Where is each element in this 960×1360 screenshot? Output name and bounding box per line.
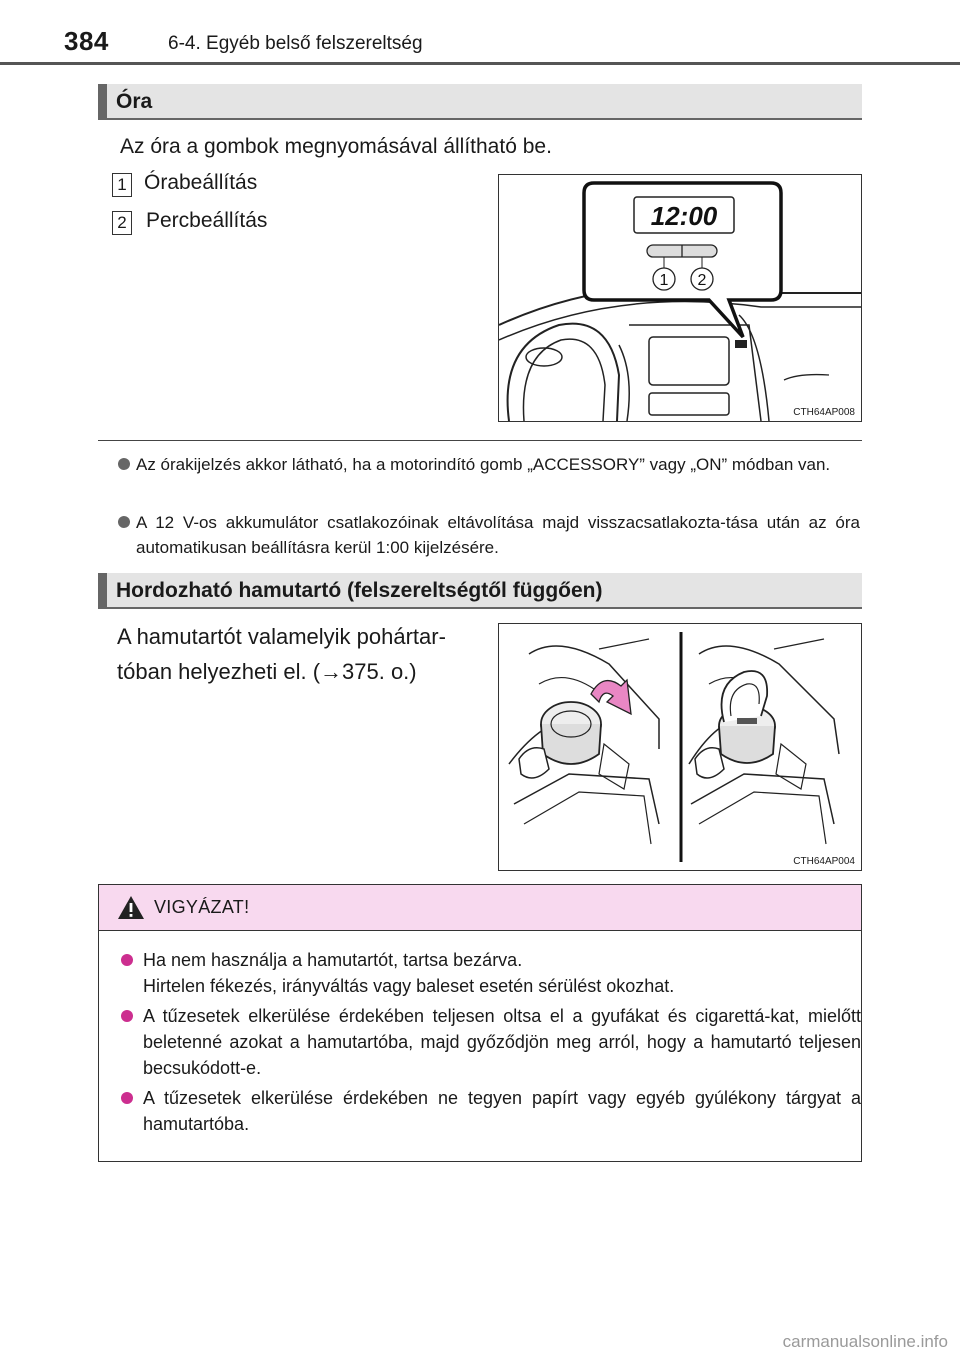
ashtray-closed <box>509 639 659 844</box>
caution-item-2: A tűzesetek elkerülése érdekében teljesen oltsa el a gyufákat és cigarettá-kat, mielőtt beletenné azokat a hamutartóba, majd győződjön meg arról, hogy a hamutartó teljesen becsukódott-e. <box>121 1003 861 1081</box>
ashtray-text-line-2: tóban helyezheti el. (→375. o.) <box>117 659 417 684</box>
callout-1: 1 <box>659 272 669 289</box>
section-title: Óra <box>116 90 153 113</box>
dashboard-illustration <box>499 175 861 421</box>
caution-box <box>98 884 862 1162</box>
item-label-minute: Percbeállítás <box>146 209 268 232</box>
watermark: carmanualsonline.info <box>782 1332 948 1351</box>
separator-rule <box>98 440 862 441</box>
clock-figure <box>498 174 862 422</box>
item-badge-1: 1 <box>112 173 132 197</box>
section-header-clock <box>98 84 862 120</box>
caution-label: VIGYÁZAT! <box>154 897 250 917</box>
caution-item-1: Ha nem használja a hamutartót, tartsa bezárva. Hirtelen fékezés, irányváltás vagy baleset esetén sérülést okozhat. <box>121 947 861 999</box>
open-arrow-icon <box>591 680 631 714</box>
ashtray-figure <box>498 623 862 871</box>
section-header-ashtray <box>98 573 862 609</box>
caution-header <box>99 885 861 931</box>
clock-button-location <box>735 340 747 348</box>
bullet-icon <box>118 516 130 528</box>
warning-icon <box>117 895 145 920</box>
header-rule <box>0 62 960 65</box>
bullet-icon <box>121 954 133 966</box>
chapter-title: 6-4. Egyéb belső felszereltség <box>168 33 423 54</box>
figure-code: CTH64AP008 <box>793 407 855 418</box>
section-accent <box>98 84 107 118</box>
ashtray-open <box>689 639 839 844</box>
item-label-hour: Órabeállítás <box>144 171 258 194</box>
ashtray-illustration <box>499 624 861 870</box>
clock-note-1: Az órakijelzés akkor látható, ha a motorindító gomb „ACCESSORY” vagy „ON” módban van. <box>118 452 860 477</box>
bullet-icon <box>121 1092 133 1104</box>
ashtray-text-line-1: A hamutartót valamelyik pohártar- <box>117 624 446 649</box>
figure-code: CTH64AP004 <box>793 856 855 867</box>
bullet-icon <box>118 458 130 470</box>
section-title: Hordozható hamutartó (felszereltségtől függően) <box>116 579 603 602</box>
page-number: 384 <box>64 26 109 56</box>
clock-intro: Az óra a gombok megnyomásával állítható be. <box>120 135 552 158</box>
clock-note-2: A 12 V-os akkumulátor csatlakozóinak eltávolítása majd visszacsatlakozta-tása után az óra automatikusan beállításra kerül 1:00 kijelzésére. <box>118 510 860 560</box>
bullet-icon <box>121 1010 133 1022</box>
caution-item-3: A tűzesetek elkerülése érdekében ne tegyen papírt vagy egyéb gyúlékony tárgyat a hamutartóba. <box>121 1085 861 1137</box>
callout-2: 2 <box>697 272 707 289</box>
section-accent <box>98 573 107 607</box>
item-badge-2: 2 <box>112 211 132 235</box>
clock-time: 12:00 <box>650 201 718 231</box>
